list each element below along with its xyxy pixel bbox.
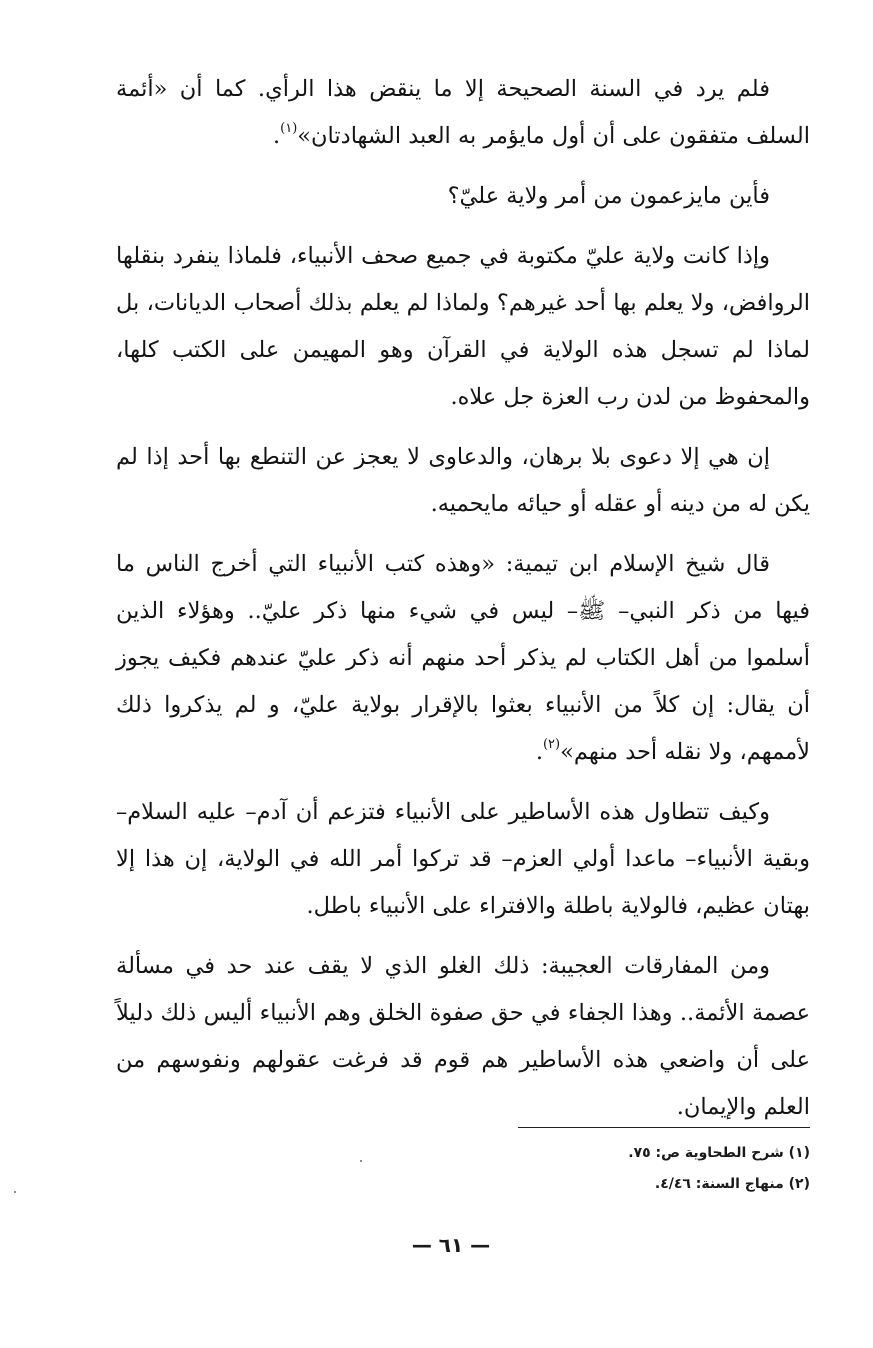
- page-number: — ٦١ —: [411, 1233, 491, 1257]
- paragraph-5: [116, 541, 810, 776]
- paragraph-7: [116, 943, 810, 1131]
- paragraph-text: وإذا كانت ولاية عليّ مكتوبة في جميع صحف الأنبياء، فلماذا ينفرد بنقلها الروافض، ولا يعلم بها أحد غيرهم؟ ولماذا لم يعلم بذلك أصحاب الديانات، بل لماذا لم تسجل هذه الولاية في القرآن وهو المهيمن على الكتب كلها، والمحفوظ من لدن رب العزة جل علاه.: [116, 243, 810, 410]
- paragraph-tail: .: [272, 123, 281, 149]
- paragraph-6: [116, 789, 810, 930]
- paragraph-2: [116, 173, 810, 220]
- footnote-2: (٢) منهاج السنة: ٤/٤٦.: [654, 1176, 810, 1192]
- paragraph-text: قال شيخ الإسلام ابن تيمية: «وهذه كتب الأنبياء التي أخرج الناس ما فيها من ذكر النبي– ﷺ– ليس في شيء منها ذكر عليّ.. وهؤلاء الذين أسلموا من أهل الكتاب لم يذكر أحد منهم أنه ذكر عليّ عندهم فكيف يجوز أن يقال: إن كلاً من الأنبياء بعثوا بالإقرار بولاية عليّ، و لم يذكروا ذلك لأممهم، ولا نقله أحد منهم»: [116, 551, 810, 765]
- paragraph-3: [116, 233, 810, 421]
- scan-speck: [360, 1160, 362, 1162]
- footnote-1: (١) شرح الطحاوية ص: ٧٥.: [628, 1145, 810, 1161]
- paragraph-tail: .: [535, 739, 543, 765]
- paragraph-4: [116, 434, 810, 528]
- footnotes: [420, 1138, 810, 1200]
- footnote-reference-1: (١): [280, 121, 298, 136]
- footnote-reference-2: (٢): [542, 737, 561, 752]
- paragraph-text: إن هي إلا دعوى بلا برهان، والدعاوى لا يعجز عن التنطع بها أحد إذا لم يكن له من دينه أو عقله أو حيائه مايحميه.: [116, 444, 810, 517]
- paragraph-text: وكيف تتطاول هذه الأساطير على الأنبياء فتزعم أن آدم– عليه السلام– وبقية الأنبياء– ماعدا أولي العزم– قد تركوا أمر الله في الولاية، إن هذا إلا بهتان عظيم، فالولاية باطلة والافتراء على الأنبياء باطل.: [116, 799, 810, 919]
- paragraph-text: ومن المفارقات العجيبة: ذلك الغلو الذي لا يقف عند حد في مسألة عصمة الأئمة.. وهذا الجفاء في حق صفوة الخلق وهم الأنبياء أليس ذلك دليلاً على أن واضعي هذه الأساطير هم قوم قد فرغت عقولهم ونفوسهم من العلم والإيمان.: [116, 953, 810, 1120]
- paragraph-text: فأين مايزعمون من أمر ولاية عليّ؟: [447, 183, 770, 209]
- scan-speck: [14, 1191, 16, 1193]
- footnote-separator: [518, 1127, 810, 1128]
- paragraph-text: فلم يرد في السنة الصحيحة إلا ما ينقض هذا الرأي. كما أن «أئمة السلف متفقون على أن أول مايؤمر به العبد الشهادتان»: [116, 76, 810, 149]
- paragraph-1: [116, 66, 810, 160]
- page-body: [116, 66, 810, 1144]
